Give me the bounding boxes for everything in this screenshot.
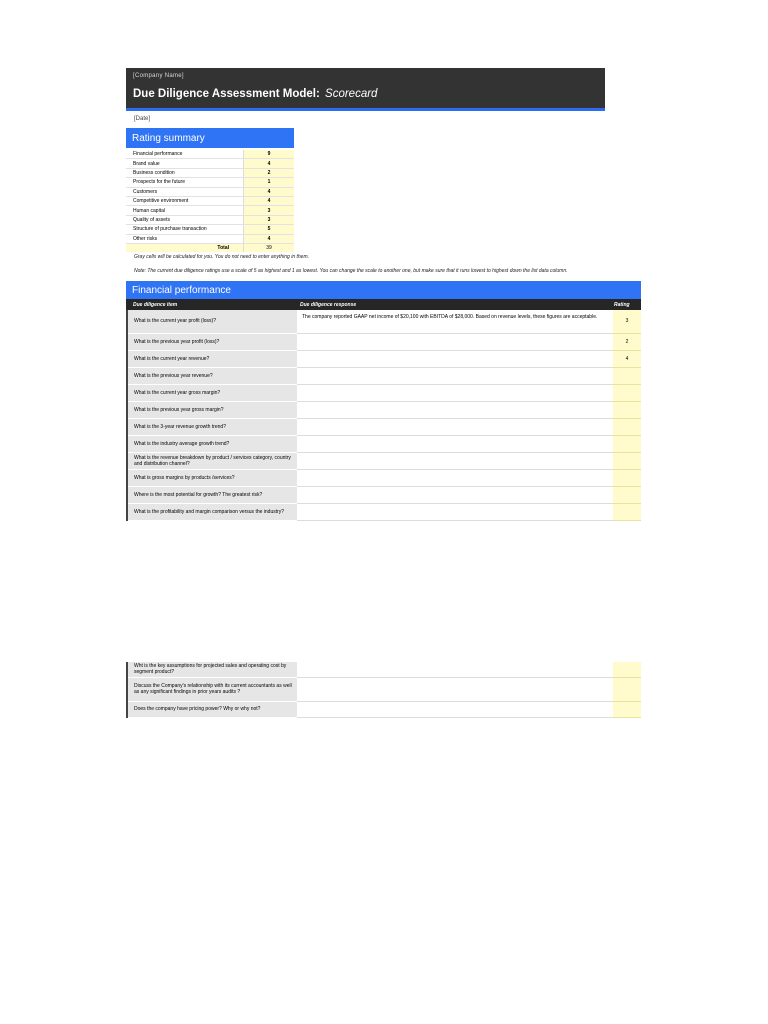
title-band: [126, 68, 605, 111]
rating-summary-row: [126, 196, 294, 205]
rating-summary-row: [126, 178, 294, 187]
diligence-item: What is the previous year gross margin?: [127, 401, 297, 418]
rating-value[interactable]: 1: [244, 178, 295, 187]
diligence-item: What is the revenue breakdown by product / services category, country and distribution channel?: [127, 452, 297, 469]
financial-row: [127, 367, 641, 384]
date-field: [Date]: [134, 116, 151, 122]
diligence-item: What is the previous year profit (loss)?: [127, 333, 297, 350]
total-value: 39: [244, 243, 295, 252]
title-main: Due Diligence Assessment Model:: [133, 88, 320, 100]
diligence-item: What is gross margins by products /services?: [127, 469, 297, 486]
diligence-response-cell[interactable]: [297, 384, 613, 401]
rating-summary-row: [126, 150, 294, 159]
rating-value[interactable]: 4: [244, 234, 295, 243]
financial-row: [127, 486, 641, 503]
diligence-item: Where is the most potential for growth? The greatest risk?: [127, 486, 297, 503]
header-response: Due diligence response: [300, 302, 357, 308]
diligence-response-cell[interactable]: [297, 418, 613, 435]
diligence-response-cell[interactable]: [297, 333, 613, 350]
rating-summary-row: [126, 225, 294, 234]
rating-cell[interactable]: [613, 452, 641, 469]
financial-row: [127, 333, 641, 350]
total-label: Total: [126, 243, 244, 252]
page-title: [133, 88, 377, 100]
rating-category: Brand value: [126, 159, 244, 168]
rating-cell[interactable]: [613, 418, 641, 435]
rating-category: Human capital: [126, 206, 244, 215]
rating-summary-table: [126, 150, 294, 252]
financial-row: [127, 401, 641, 418]
diligence-response-cell[interactable]: [297, 401, 613, 418]
company-name: [Company Name]: [133, 73, 184, 79]
rating-category: Customers: [126, 187, 244, 196]
diligence-item: Wht is the key assumptions for projected sales and operating cost by segment product?: [127, 662, 297, 677]
diligence-item: What is the 3-year revenue growth trend?: [127, 418, 297, 435]
rating-value[interactable]: 4: [244, 159, 295, 168]
diligence-response-cell[interactable]: [297, 486, 613, 503]
financial-row: [127, 469, 641, 486]
diligence-item: Discuss the Company's relationship with its current accountants as well as any significant findings in prior years audits ?: [127, 677, 297, 701]
diligence-response-cell[interactable]: [297, 435, 613, 452]
rating-value[interactable]: 3: [244, 215, 295, 224]
rating-cell[interactable]: [613, 384, 641, 401]
rating-cell[interactable]: [613, 469, 641, 486]
rating-category: Structure of purchase transaction: [126, 225, 244, 234]
diligence-item: What is the profitability and margin comparison versus the industry?: [127, 503, 297, 520]
financial-row: [127, 701, 641, 717]
financial-row: [127, 662, 641, 677]
rating-cell[interactable]: 2: [613, 333, 641, 350]
rating-cell[interactable]: 4: [613, 350, 641, 367]
diligence-response-cell[interactable]: [297, 662, 613, 677]
financial-row: [127, 503, 641, 520]
rating-cell[interactable]: [613, 701, 641, 717]
rating-summary-row: [126, 168, 294, 177]
rating-summary-row: [126, 159, 294, 168]
rating-value[interactable]: 5: [244, 225, 295, 234]
rating-summary-row: [126, 215, 294, 224]
diligence-response-cell[interactable]: [297, 503, 613, 520]
financial-table-header: [126, 299, 641, 310]
diligence-item: What is the industry average growth trend?: [127, 435, 297, 452]
financial-row: [127, 435, 641, 452]
scale-note: Note: The current due diligence ratings use a scale of 5 as highest and 1 as lowest. You can change the scale to another one, but make sure that it runs lowest to highest down the list data column.: [134, 268, 568, 274]
header-item: Due diligence item: [133, 302, 178, 308]
financial-table: [126, 310, 641, 521]
rating-cell[interactable]: [613, 435, 641, 452]
gray-cells-note: Gray cells will be calculated for you. You do not need to enter anything in them.: [134, 254, 310, 260]
diligence-item: What is the current year gross margin?: [127, 384, 297, 401]
diligence-response-cell[interactable]: [297, 452, 613, 469]
financial-row: [127, 350, 641, 367]
rating-summary-row: [126, 187, 294, 196]
financial-row: [127, 310, 641, 333]
rating-category: Prospects for the future: [126, 178, 244, 187]
rating-category: Competitive environment: [126, 196, 244, 205]
title-subtitle: Scorecard: [325, 88, 378, 100]
financial-table-continued: [126, 662, 641, 718]
rating-summary-header: Rating summary: [126, 128, 294, 148]
rating-cell[interactable]: [613, 677, 641, 701]
rating-summary-row: [126, 206, 294, 215]
diligence-response-cell[interactable]: [297, 701, 613, 717]
rating-cell[interactable]: [613, 503, 641, 520]
financial-row: [127, 677, 641, 701]
rating-cell[interactable]: [613, 367, 641, 384]
rating-value[interactable]: 4: [244, 187, 295, 196]
rating-value[interactable]: 9: [244, 150, 295, 159]
diligence-item: What is the current year profit (loss)?: [127, 310, 297, 333]
rating-cell[interactable]: [613, 401, 641, 418]
rating-value[interactable]: 2: [244, 168, 295, 177]
rating-cell[interactable]: 3: [613, 310, 641, 333]
diligence-item: What is the current year revenue?: [127, 350, 297, 367]
rating-category: Business condition: [126, 168, 244, 177]
diligence-item: What is the previous year revenue?: [127, 367, 297, 384]
rating-category: Quality of assets: [126, 215, 244, 224]
rating-summary-total-row: [126, 243, 294, 252]
rating-value[interactable]: 3: [244, 206, 295, 215]
diligence-response-cell[interactable]: [297, 469, 613, 486]
rating-value[interactable]: 4: [244, 196, 295, 205]
diligence-item: Does the company have pricing power? Why or why not?: [127, 701, 297, 717]
financial-row: [127, 384, 641, 401]
diligence-response-cell[interactable]: [297, 350, 613, 367]
financial-performance-header: Financial performance: [126, 281, 641, 299]
rating-cell[interactable]: [613, 486, 641, 503]
header-rating: Rating: [614, 302, 630, 308]
diligence-response-cell[interactable]: [297, 677, 613, 701]
rating-cell[interactable]: [613, 662, 641, 677]
financial-row: [127, 452, 641, 469]
financial-row: [127, 418, 641, 435]
rating-category: Financial performance: [126, 150, 244, 159]
diligence-response-cell[interactable]: [297, 367, 613, 384]
rating-summary-row: [126, 234, 294, 243]
diligence-response-cell[interactable]: The company reported GAAP net income of $20,100 with EBITDA of $28,000. Based on revenue levels, these figures are acceptable.: [297, 310, 613, 333]
rating-category: Other risks: [126, 234, 244, 243]
